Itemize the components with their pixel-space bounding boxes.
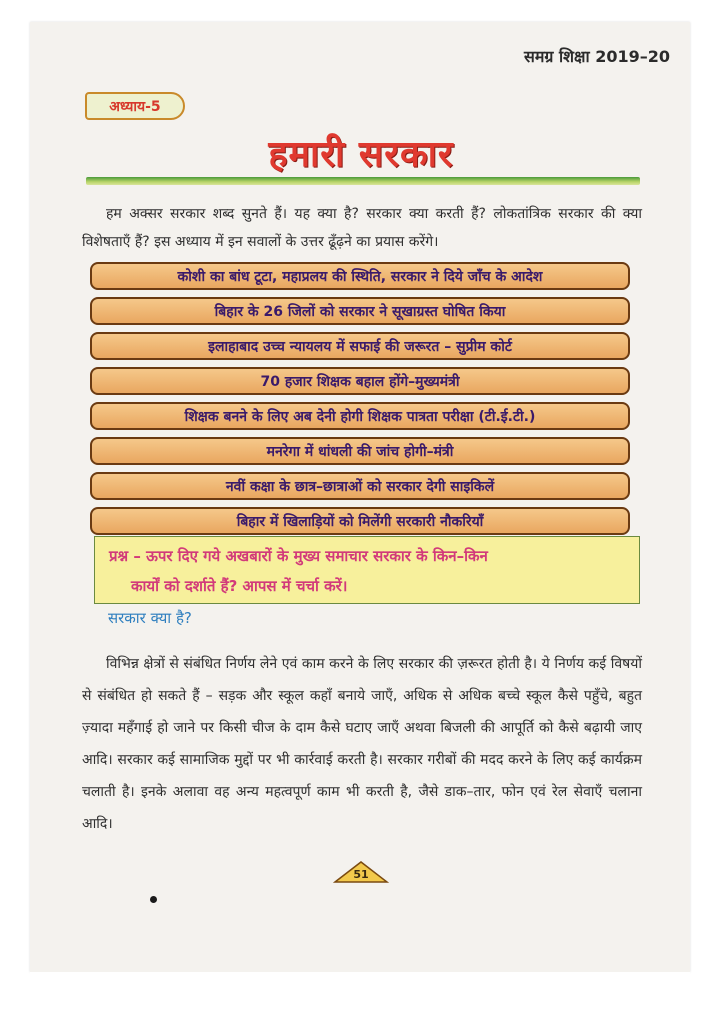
question-box <box>94 536 640 604</box>
question-line-1: प्रश्न – ऊपर दिए गये अखबारों के मुख्य समाचार सरकार के किन–किन <box>109 547 488 565</box>
news-headline: शिक्षक बनने के लिए अब देनी होगी शिक्षक पात्रता परीक्षा (टी.ई.टी.) <box>90 402 630 430</box>
news-headline: बिहार में खिलाड़ियों को मिलेंगी सरकारी नौकरियाँ <box>90 507 630 535</box>
news-headline: 70 हजार शिक्षक बहाल होंगे–मुख्यमंत्री <box>90 367 630 395</box>
question-line-2: कार्यों को दर्शाते हैं? आपस में चर्चा करें। <box>131 577 348 595</box>
news-headline: मनरेगा में धांधली की जांच होगी–मंत्री <box>90 437 630 465</box>
title-underline <box>86 177 640 185</box>
news-headline: इलाहाबाद उच्च न्यायलय में सफाई की जरूरत – सुप्रीम कोर्ट <box>90 332 630 360</box>
section-heading: सरकार क्या है? <box>108 609 192 627</box>
series-label: समग्र शिक्षा 2019–20 <box>524 47 670 66</box>
section-body: विभिन्न क्षेत्रों से संबंधित निर्णय लेने एवं काम करने के लिए सरकार की ज़रूरत होती है। ये निर्णय कई विषयों से संबंधित हो सकते हैं – सड़क और स्कूल कहाँ बनाये जाएँ, अधिक से अधिक बच्चे स्कूल कैसे पहुँचे, बहुत ज़्यादा महँगाई हो जाने पर किसी चीज के दाम कैसे घटाए जाएँ अथवा बिजली की आपूर्ति को कैसे बढ़ायी जाए आदि। सरकार कई सामाजिक मुद्दों पर भी कार्रवाई करती है। सरकार गरीबों की मदद करने के लिए कई कार्यक्रम चलाती है। इनके अलावा वह अन्य महत्वपूर्ण काम भी करती है, जैसे डाक–तार, फोन एवं रेल सेवाएँ चलाना आदि। <box>82 656 642 832</box>
news-headline: बिहार के 26 जिलों को सरकार ने सूखाग्रस्त घोषित किया <box>90 297 630 325</box>
scan-margin <box>30 972 690 1031</box>
chapter-tag: अध्याय-5 <box>85 92 185 120</box>
page-number-badge <box>333 860 389 884</box>
bullet-dot <box>150 896 157 903</box>
chapter-title: हमारी सरकार <box>268 134 454 175</box>
news-headline: नवीं कक्षा के छात्र–छात्राओं को सरकार देगी साइकिलें <box>90 472 630 500</box>
page-number: 51 <box>353 868 369 881</box>
news-headline: कोशी का बांध टूटा, महाप्रलय की स्थिति, सरकार ने दिये जाँच के आदेश <box>90 262 630 290</box>
intro-paragraph: हम अक्सर सरकार शब्द सुनते हैं। यह क्या है? सरकार क्या करती हैं? लोकतांत्रिक सरकार की क्या विशेषताएँ हैं? इस अध्याय में इन सवालों के उत्तर ढूँढ़ने का प्रयास करेंगे। <box>82 206 642 250</box>
